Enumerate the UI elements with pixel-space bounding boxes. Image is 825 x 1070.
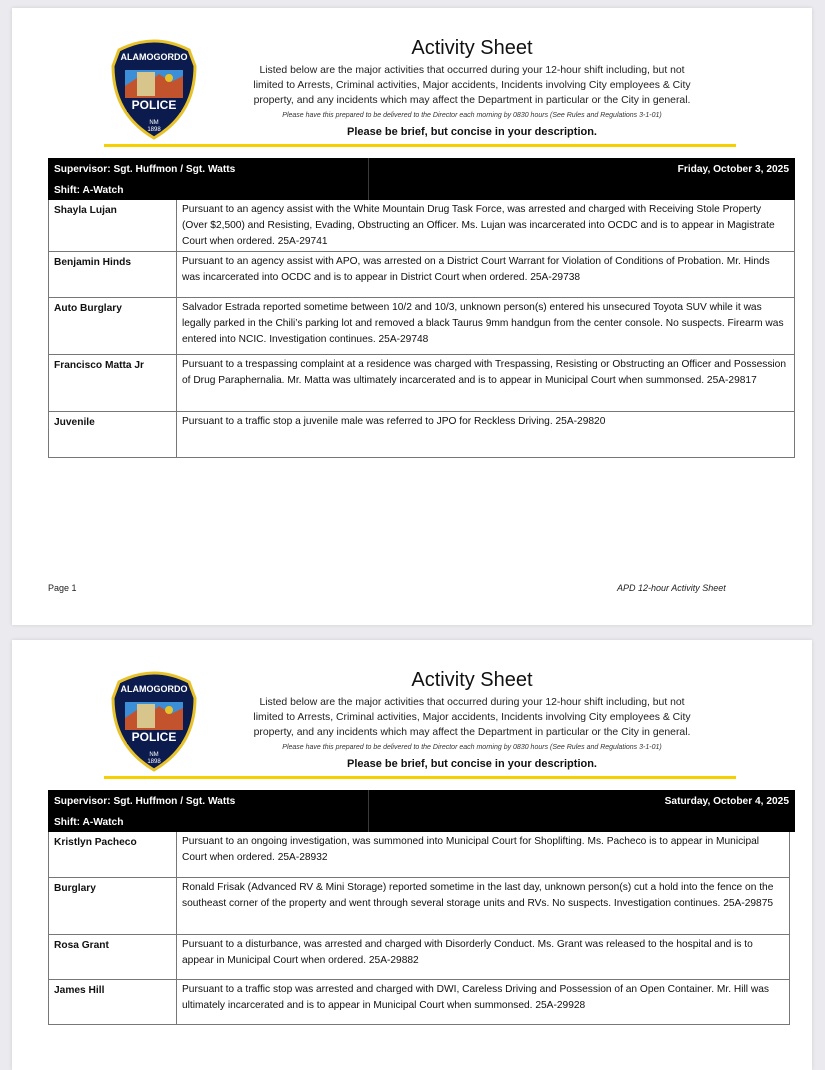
- header-divider: [368, 790, 369, 832]
- svg-text:ALAMOGORDO: ALAMOGORDO: [120, 52, 188, 62]
- intro-text: [207, 695, 737, 740]
- yellow-divider: [104, 776, 736, 779]
- incident-description: Pursuant to a traffic stop a juvenile male was referred to JPO for Reckless Driving. 25A-29820: [182, 416, 606, 427]
- subject-name: Burglary: [49, 878, 177, 934]
- shift-label: Shift: A-Watch: [54, 816, 124, 828]
- brief-instruction: Please be brief, but concise in your description.: [346, 126, 597, 138]
- page-number: Page 1: [48, 583, 77, 593]
- subject-name: Francisco Matta Jr: [49, 355, 177, 411]
- svg-text:POLICE: POLICE: [131, 730, 177, 744]
- incident-description: Pursuant to an agency assist with APO, was arrested on a District Court Warrant for Violation of Conditions of Probation. Mr. Hinds was incarcerated into OCDC and is to appear in District Court when ordered. 25A-29738: [182, 256, 770, 283]
- document-page-1: [12, 8, 812, 625]
- table-header: [48, 790, 795, 832]
- intro-line: Listed below are the major activities that occurred during your 12-hour shift including, but not: [259, 697, 685, 708]
- brief-instruction: Please be brief, but concise in your description.: [346, 758, 597, 770]
- svg-text:ALAMOGORDO: ALAMOGORDO: [120, 684, 188, 694]
- incident-description: Salvador Estrada reported sometime between 10/2 and 10/3, unknown person(s) entered his unsecured Toyota SUV while it was legally parked in the Chili’s parking lot and removed a black Taurus 9mm handgun from the center console. No suspects. Firearm was entered into NCIC. Investigation continues. 25A-29748: [182, 302, 784, 345]
- page-title: Activity Sheet: [411, 669, 533, 691]
- police-badge-icon: [111, 36, 197, 140]
- police-badge-icon: [111, 668, 197, 772]
- subject-name: Benjamin Hinds: [49, 252, 177, 297]
- intro-line: limited to Arrests, Criminal activities, Major accidents, Incidents involving City employees & City: [253, 80, 691, 91]
- table-row: [49, 878, 789, 935]
- incident-description: Pursuant to an ongoing investigation, was summoned into Municipal Court for Shoplifting. Ms. Pacheco is to appear in Municipal Court when ordered. 25A-28932: [182, 836, 760, 863]
- subject-name: James Hill: [49, 980, 177, 1024]
- incident-description: Pursuant to an agency assist with the White Mountain Drug Task Force, was arrested and charged with Receiving Stole Property (Over $2,500) and Resisting, Evading, Obstructing an Officer. Ms. Lujan was incarcerated into OCDC and is to appear in Magistrate Court when ordered. 25A-29741: [182, 204, 775, 247]
- shift-label: Shift: A-Watch: [54, 184, 124, 196]
- yellow-divider: [104, 144, 736, 147]
- incident-description: Pursuant to a traffic stop was arrested and charged with DWI, Careless Driving and Possession of an Open Container. Mr. Hill was ultimately incarcerated and is to appear in Municipal Court when summonsed. 25A-29928: [182, 984, 769, 1011]
- subject-name: Auto Burglary: [49, 298, 177, 354]
- activity-table: [48, 790, 795, 1025]
- sheet-header: [207, 36, 737, 138]
- shift-date: Friday, October 3, 2025: [677, 163, 789, 175]
- intro-text: [207, 63, 737, 108]
- delivery-note: Please have this prepared to be delivered to the Director each morning by 0830 hours (See Rules and Regulations 3-1-01): [282, 112, 662, 119]
- footer-title: APD 12-hour Activity Sheet: [617, 583, 726, 593]
- intro-line: property, and any incidents which may affect the Department in particular or the City in general.: [253, 95, 691, 106]
- intro-line: limited to Arrests, Criminal activities, Major accidents, Incidents involving City employees & City: [253, 712, 691, 723]
- subject-name: Rosa Grant: [49, 935, 177, 979]
- incident-description: Pursuant to a trespassing complaint at a residence was charged with Trespassing, Resisting or Obstructing an Officer and Possession of Drug Paraphernalia. Mr. Matta was ultimately incarcerated and is to appear in Municipal Court when summonsed. 25A-29817: [182, 359, 787, 386]
- table-row: [49, 355, 794, 412]
- intro-line: Listed below are the major activities that occurred during your 12-hour shift including, but not: [259, 65, 685, 76]
- shift-date: Saturday, October 4, 2025: [664, 795, 789, 807]
- header-divider: [368, 158, 369, 200]
- svg-text:NM: NM: [149, 752, 159, 758]
- page-title: Activity Sheet: [411, 37, 533, 59]
- table-row: [49, 935, 789, 980]
- incident-description: Pursuant to a disturbance, was arrested and charged with Disorderly Conduct. Ms. Grant was released to the hospital and is to appear in Municipal Court when ordered. 25A-29882: [182, 939, 753, 966]
- subject-name: Shayla Lujan: [49, 200, 177, 251]
- table-row: [49, 252, 794, 298]
- table-row: [49, 412, 794, 458]
- svg-text:1898: 1898: [147, 759, 161, 765]
- subject-name: Kristlyn Pacheco: [49, 832, 177, 877]
- svg-text:1898: 1898: [147, 127, 161, 133]
- table-row: [49, 298, 794, 355]
- svg-text:POLICE: POLICE: [131, 98, 177, 112]
- sheet-header: [207, 668, 737, 770]
- supervisor-label: Supervisor: Sgt. Huffmon / Sgt. Watts: [54, 163, 236, 175]
- incident-description: Ronald Frisak (Advanced RV & Mini Storage) reported sometime in the last day, unknown person(s) cut a hold into the fence on the southeast corner of the property and went through several storage units and RVs. No suspects. Investigation continues. 25A-29875: [182, 882, 774, 909]
- delivery-note: Please have this prepared to be delivered to the Director each morning by 0830 hours (See Rules and Regulations 3-1-01): [282, 744, 662, 751]
- activity-table: [48, 158, 795, 458]
- svg-text:NM: NM: [149, 120, 159, 126]
- subject-name: Juvenile: [49, 412, 177, 457]
- document-page-2: [12, 640, 812, 1070]
- table-row: [49, 832, 789, 878]
- supervisor-label: Supervisor: Sgt. Huffmon / Sgt. Watts: [54, 795, 236, 807]
- table-header: [48, 158, 795, 200]
- table-row: [49, 200, 794, 252]
- table-row: [49, 980, 789, 1025]
- intro-line: property, and any incidents which may affect the Department in particular or the City in general.: [253, 727, 691, 738]
